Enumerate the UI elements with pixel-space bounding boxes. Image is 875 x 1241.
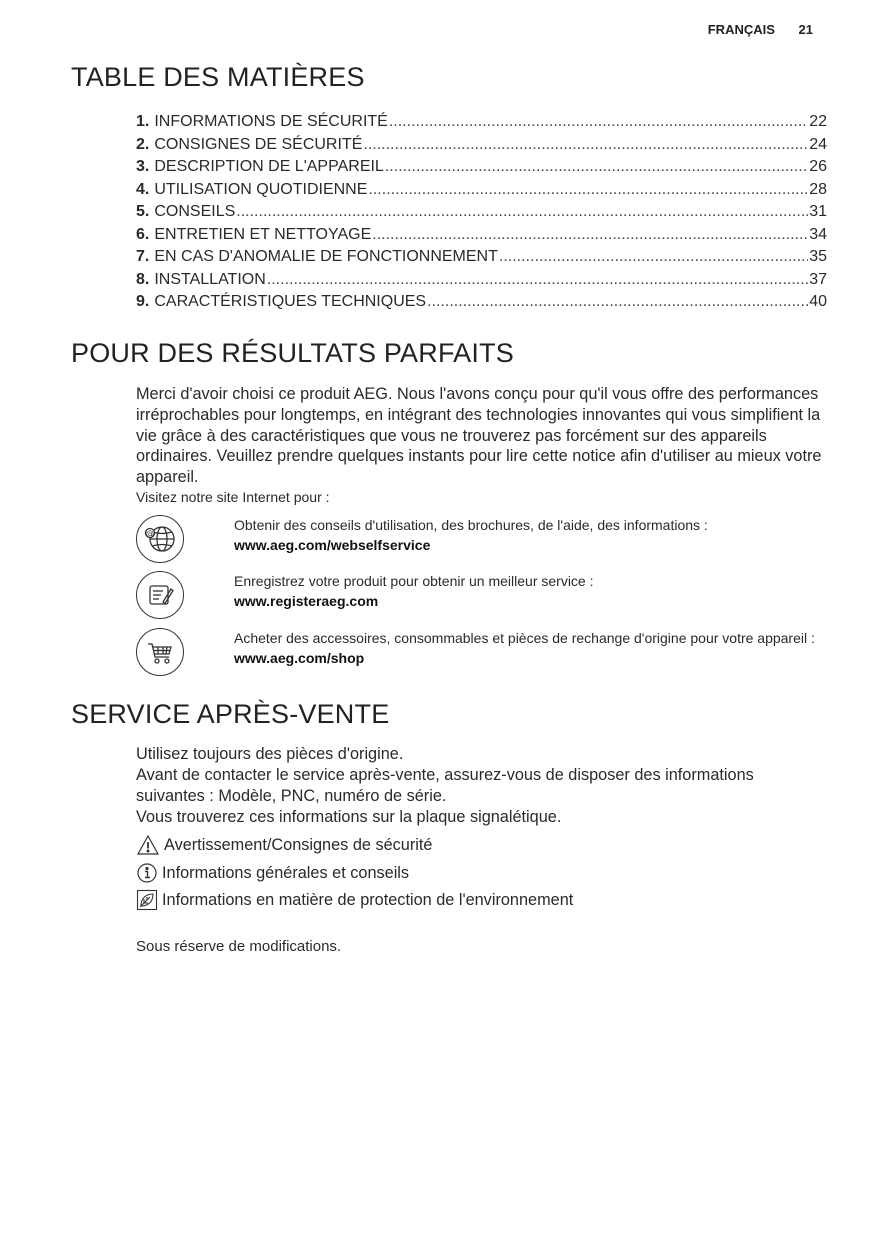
- legend-warning: [136, 834, 826, 856]
- shop-link[interactable]: www.aeg.com/shop: [234, 650, 365, 666]
- toc-item-1[interactable]: [136, 111, 827, 134]
- header-page-number: 21: [798, 22, 813, 37]
- toc-item-6[interactable]: [136, 224, 827, 247]
- warning-triangle-icon: [136, 834, 160, 856]
- toc-item-title: CARACTÉRISTIQUES TECHNIQUES: [154, 293, 427, 310]
- toc-item-page: 37: [809, 270, 827, 288]
- reserve-notice: Sous réserve de modifications.: [136, 938, 342, 955]
- toc-item-title: CONSIGNES DE SÉCURITÉ: [154, 135, 363, 153]
- toc-item-page: 31: [809, 203, 827, 220]
- legend-environment: [136, 889, 826, 911]
- service-line-3: Vous trouverez ces informations sur la plaque signalétique.: [136, 808, 562, 826]
- legend-info: [136, 862, 826, 884]
- toc-item-title: CONSEILS: [154, 203, 236, 220]
- toc-item-title: DESCRIPTION DE L'APPAREIL: [154, 158, 384, 175]
- legend-label: Avertissement/Consignes de sécurité: [164, 835, 433, 854]
- svg-text:@: @: [146, 529, 154, 538]
- toc-leader-dots: [267, 269, 808, 292]
- toc-heading: TABLE DES MATIÈRES: [71, 62, 365, 92]
- toc-item-number: 2.: [136, 135, 150, 153]
- toc-leader-dots: [368, 179, 808, 202]
- legend-label: Informations en matière de protection de l'environnement: [162, 890, 574, 909]
- info-circle-icon: [136, 862, 158, 884]
- toc-leader-dots: [499, 246, 808, 269]
- toc-item-title: UTILISATION QUOTIDIENNE: [154, 180, 368, 198]
- page-header: [688, 22, 813, 37]
- toc-item-3[interactable]: [136, 156, 827, 179]
- visit-website-text: Visitez notre site Internet pour :: [136, 489, 330, 505]
- toc-leader-dots: [389, 111, 808, 134]
- toc-item-page: 34: [809, 225, 827, 243]
- results-heading: POUR DES RÉSULTATS PARFAITS: [71, 338, 514, 368]
- service-text: [136, 744, 826, 828]
- service-line-2: Avant de contacter le service après-vente, assurez-vous de disposer des informations suivantes : Modèle, PNC, numéro de série.: [136, 766, 754, 805]
- toc-item-number: 7.: [136, 248, 150, 265]
- results-intro: Merci d'avoir choisi ce produit AEG. Nous l'avons conçu pour qu'il vous offre des performances irréprochables pour longtemps, en intégrant des technologies innovantes qui vous simplifient la vie grâce à des caractéristiques que vous ne trouverez pas forcément sur des appareils ordinaires. Veuillez prendre quelques instants pour lire cette notice afin d'utiliser au mieux votre appareil.: [136, 385, 822, 487]
- legend-label: Informations générales et conseils: [162, 863, 410, 882]
- toc-item-title: ENTRETIEN ET NETTOYAGE: [154, 225, 372, 243]
- service-heading: SERVICE APRÈS-VENTE: [71, 699, 390, 729]
- toc-item-number: 1.: [136, 113, 150, 130]
- toc-item-title: INFORMATIONS DE SÉCURITÉ: [154, 113, 388, 130]
- toc-item-number: 6.: [136, 225, 150, 243]
- toc-item-title: INSTALLATION: [154, 270, 266, 288]
- toc-item-5[interactable]: [136, 201, 827, 224]
- toc-item-2[interactable]: [136, 134, 827, 157]
- feature-text: Acheter des accessoires, consommables et pièces de rechange d'origine pour votre appareil :: [234, 630, 815, 646]
- register-notepad-icon: [136, 571, 184, 619]
- feature-text: Enregistrez votre produit pour obtenir un meilleur service :: [234, 573, 594, 589]
- toc-item-page: 24: [809, 135, 827, 153]
- table-of-contents: [136, 111, 827, 314]
- toc-item-title: EN CAS D'ANOMALIE DE FONCTIONNEMENT: [154, 248, 498, 265]
- toc-item-4[interactable]: [136, 179, 827, 202]
- toc-item-page: 40: [809, 293, 827, 310]
- leaf-icon: [136, 889, 158, 911]
- toc-item-page: 22: [809, 113, 827, 130]
- toc-leader-dots: [236, 201, 808, 224]
- toc-item-page: 28: [809, 180, 827, 198]
- toc-leader-dots: [372, 224, 808, 247]
- toc-item-number: 4.: [136, 180, 150, 198]
- toc-item-9[interactable]: [136, 291, 827, 314]
- shopping-cart-icon: [136, 628, 184, 676]
- toc-item-number: 8.: [136, 270, 150, 288]
- toc-item-7[interactable]: [136, 246, 827, 269]
- service-line-1: Utilisez toujours des pièces d'origine.: [136, 745, 404, 763]
- webselfservice-link[interactable]: www.aeg.com/webselfservice: [234, 537, 431, 553]
- toc-item-number: 3.: [136, 158, 150, 175]
- header-language: FRANÇAIS: [707, 22, 775, 37]
- globe-at-icon: [136, 515, 184, 563]
- toc-leader-dots: [385, 156, 808, 179]
- toc-item-page: 26: [809, 158, 827, 175]
- toc-item-page: 35: [809, 248, 827, 265]
- feature-text: Obtenir des conseils d'utilisation, des brochures, de l'aide, des informations :: [234, 517, 708, 533]
- toc-item-number: 9.: [136, 293, 150, 310]
- toc-item-8[interactable]: [136, 269, 827, 292]
- toc-leader-dots: [427, 291, 808, 314]
- registeraeg-link[interactable]: www.registeraeg.com: [234, 593, 379, 609]
- toc-item-number: 5.: [136, 203, 150, 220]
- toc-leader-dots: [363, 134, 808, 157]
